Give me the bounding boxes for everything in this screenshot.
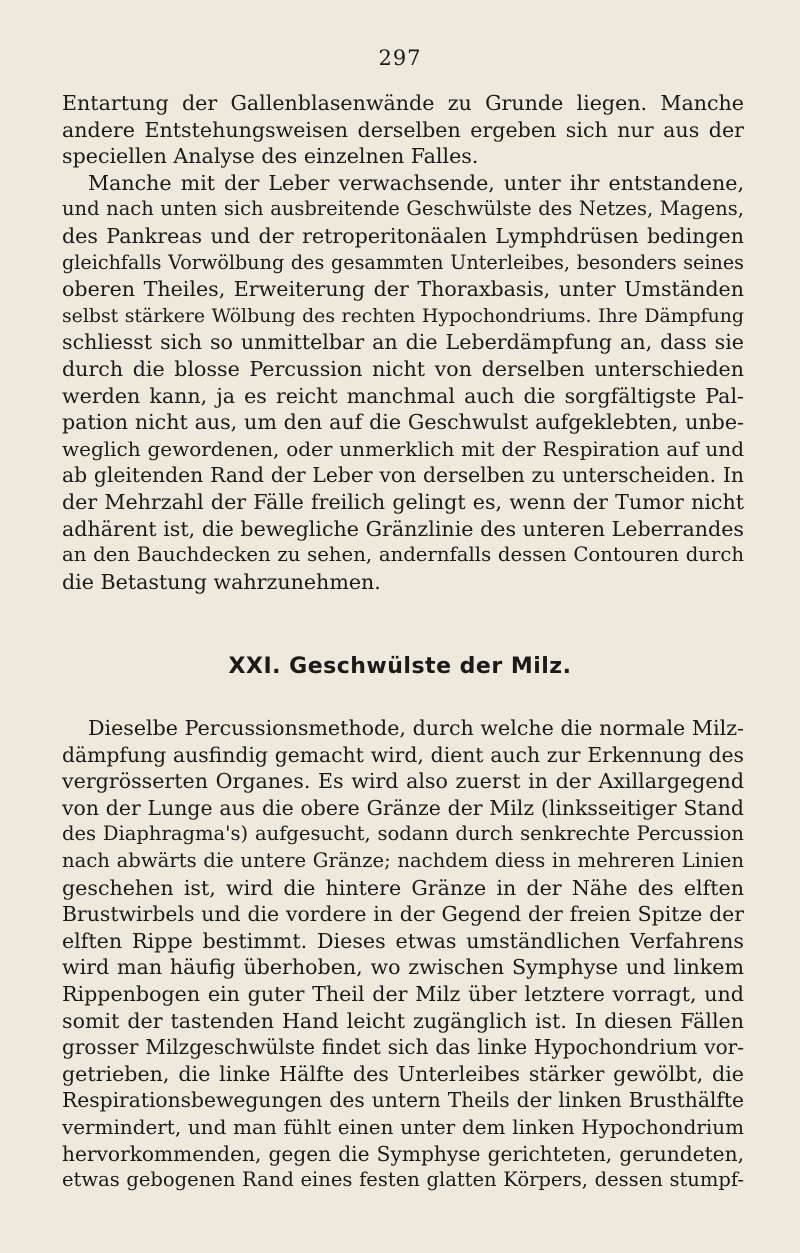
text-line: pation nicht aus, um den auf die Geschwulst aufgeklebten, unbe- <box>62 410 744 435</box>
text-line: werden kann, ja es reicht manchmal auch die sorgfältigste Pal- <box>62 383 744 408</box>
text-line: Dieselbe Percussionsmethode, durch welche die normale Milz- <box>88 716 744 740</box>
text-line: Brustwirbels und die vordere in der Gegend der freien Spitze der <box>62 902 744 927</box>
text-line: speciellen Analyse des einzelnen Falles. <box>62 144 479 169</box>
text-line: etwas gebogenen Rand eines festen glatten Körpers, dessen stumpf- <box>62 1168 744 1192</box>
text-line: der Mehrzahl der Fälle freilich gelingt es, wenn der Tumor nicht <box>62 489 744 514</box>
text-line: des Pankreas und der retroperitonäalen Lymphdrüsen bedingen <box>62 223 744 248</box>
text-line: geschehen ist, wird die hintere Gränze in der Nähe des elften <box>62 875 744 900</box>
text-line: nach abwärts die untere Gränze; nachdem diess in mehreren Linien <box>62 848 744 872</box>
page-number: 297 <box>378 46 422 70</box>
text-line: grosser Milzgeschwülste findet sich das linke Hypochondrium vor- <box>62 1035 744 1060</box>
text-line: hervorkommenden, gegen die Symphyse gerichteten, gerundeten, <box>62 1141 744 1166</box>
text-line: des Diaphragma's) aufgesucht, sodann durch senkrechte Percussion <box>62 822 744 846</box>
text-line: und nach unten sich ausbreitende Geschwülste des Netzes, Magens, <box>62 197 744 221</box>
text-line: adhärent ist, die bewegliche Gränzlinie des unteren Leberrandes <box>62 516 744 541</box>
text-line: Entartung der Gallenblasenwände zu Grunde liegen. Manche <box>62 91 744 115</box>
text-line: vergrösserten Organes. Es wird also zuerst in der Axillargegend <box>62 769 744 794</box>
text-line: an den Bauchdecken zu sehen, andernfalls dessen Contouren durch <box>62 543 744 567</box>
section-heading: XXI. Geschwülste der Milz. <box>228 654 572 679</box>
text-line: andere Entstehungsweisen derselben ergeben sich nur aus der <box>62 117 744 142</box>
text-line: Respirationsbewegungen des untern Theils der linken Brusthälfte <box>62 1088 744 1113</box>
text-line: somit der tastenden Hand leicht zugänglich ist. In diesen Fällen <box>62 1008 744 1033</box>
paragraph-block-upper <box>62 90 744 595</box>
paragraph-block-lower <box>62 715 744 1194</box>
text-line: ab gleitenden Rand der Leber von derselben zu unterscheiden. In <box>62 463 744 488</box>
text-line: getrieben, die linke Hälfte des Unterleibes stärker gewölbt, die <box>62 1061 744 1086</box>
text-line: von der Lunge aus die obere Gränze der Milz (linksseitiger Stand <box>62 795 744 820</box>
text-line: die Betastung wahrzunehmen. <box>62 569 381 594</box>
text-line: dämpfung ausfindig gemacht wird, dient auch zur Erkennung des <box>62 742 744 767</box>
text-line: selbst stärkere Wölbung des rechten Hypochondriums. Ihre Dämpfung <box>62 304 744 327</box>
text-line: durch die blosse Percussion nicht von derselben unterschieden <box>62 356 744 381</box>
text-line: weglich gewordenen, oder unmerklich mit der Respiration auf und <box>62 436 744 461</box>
text-line: vermindert, und man fühlt einen unter dem linken Hypochondrium <box>62 1114 744 1139</box>
text-line: Rippenbogen ein guter Theil der Milz über letztere vorragt, und <box>62 981 744 1006</box>
text-line: schliesst sich so unmittelbar an die Leberdämpfung an, dass sie <box>62 330 744 355</box>
text-line: Manche mit der Leber verwachsende, unter ihr entstandene, <box>88 170 744 195</box>
text-line: elften Rippe bestimmt. Dieses etwas umständlichen Verfahrens <box>62 928 744 953</box>
text-line: wird man häufig überhoben, wo zwischen Symphyse und linkem <box>62 955 744 980</box>
text-line: oberen Theiles, Erweiterung der Thoraxbasis, unter Umständen <box>62 277 744 302</box>
text-line: gleichfalls Vorwölbung des gesammten Unterleibes, besonders seines <box>62 250 744 274</box>
